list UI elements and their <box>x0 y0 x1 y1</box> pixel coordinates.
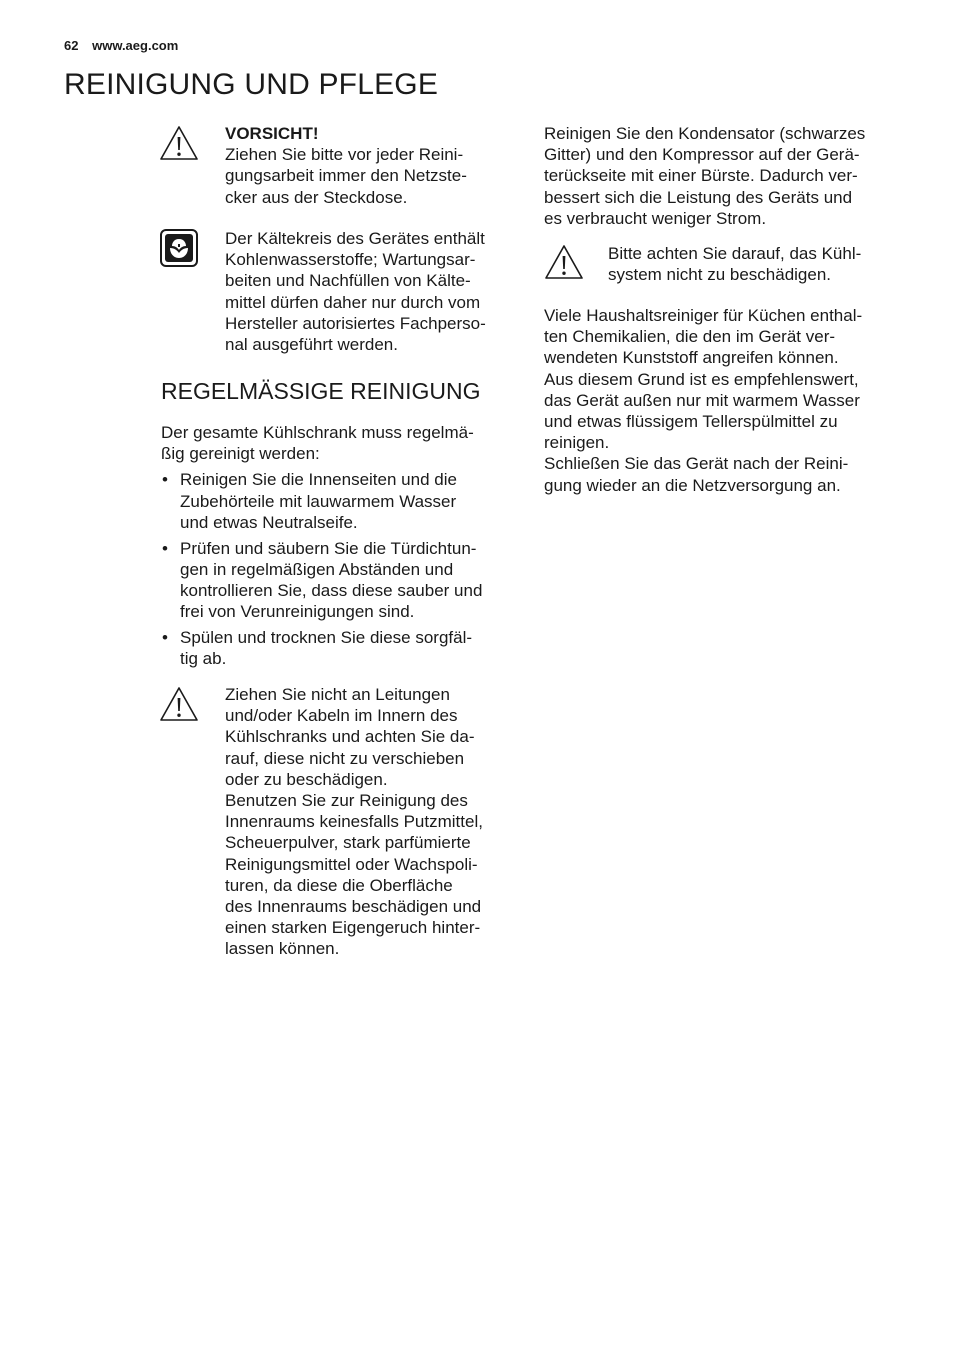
text-line: Reinigungsmittel oder Wachspoli- <box>225 854 478 874</box>
text-line: Der Kältekreis des Gerätes enthält <box>225 229 485 248</box>
text-line: frei von Verunreinigungen sind. <box>180 602 415 622</box>
text-line: • Reinigen Sie die Innenseiten und die <box>180 470 457 490</box>
text-line: Scheuerpulver, stark parfümierte <box>225 833 471 853</box>
intro-line: ßig gereinigt werden: <box>161 444 320 464</box>
text-line: Kohlenwasserstoffe; Wartungsar- <box>225 250 476 270</box>
text-line: Ziehen Sie bitte vor jeder Reini- <box>225 145 464 165</box>
intro-line: Der gesamte Kühlschrank muss regelmä- <box>161 423 474 442</box>
environment-info-block <box>225 228 525 355</box>
text-line: Schließen Sie das Gerät nach der Reini- <box>544 454 849 474</box>
text-line: mittel dürfen daher nur durch vom <box>225 292 481 312</box>
text-line: kontrollieren Sie, dass diese sauber und <box>180 580 483 600</box>
text-line: einen starken Eigengeruch hinter- <box>225 918 481 938</box>
text-line: ten Chemikalien, die den im Gerät ver- <box>544 327 836 347</box>
condenser-paragraph <box>544 123 904 229</box>
text-line: Zubehörteile mit lauwarmem Wasser <box>180 491 457 511</box>
environment-hazard-icon <box>159 228 199 273</box>
text-line: beiten und Nachfüllen von Kälte- <box>225 271 471 291</box>
warning-triangle-icon <box>159 125 199 166</box>
list-item <box>161 627 521 669</box>
text-line: reinigen. <box>544 433 610 453</box>
text-line: Innenraums keinesfalls Putzmittel, <box>225 812 483 832</box>
text-line: nal ausgeführt werden. <box>225 335 398 355</box>
text-line: es verbraucht weniger Strom. <box>544 208 767 228</box>
text-line: • Prüfen und säubern Sie die Türdichtun- <box>180 538 477 558</box>
text-line: tig ab. <box>180 649 227 669</box>
text-line: bessert sich die Leistung des Geräts und <box>544 187 853 207</box>
text-line: Reinigen Sie den Kondensator (schwarzes <box>544 124 866 143</box>
text-line: Viele Haushaltsreiniger für Küchen enthal- <box>544 306 863 325</box>
list-item <box>161 469 521 533</box>
cleaning-agents-paragraph <box>544 305 904 496</box>
text-line: turen, da diese die Oberfläche <box>225 875 453 895</box>
website-link[interactable]: www.aeg.com <box>92 38 179 53</box>
page-header <box>64 38 178 53</box>
text-line: lassen können. <box>225 939 340 959</box>
section-body <box>161 422 521 674</box>
list-item <box>161 538 521 623</box>
text-line: das Gerät außen nur mit warmem Wasser <box>544 390 860 410</box>
page-number: 62 <box>64 38 79 53</box>
text-line: terückseite mit einer Bürste. Dadurch ver- <box>544 166 858 186</box>
text-line: system nicht zu beschädigen. <box>608 265 832 285</box>
text-line: Kühlschranks und achten Sie da- <box>225 727 475 747</box>
text-line: cker aus der Steckdose. <box>225 187 408 207</box>
text-line: gen in regelmäßigen Abständen und <box>180 559 454 579</box>
warning-caution-block <box>225 123 525 208</box>
text-line: Aus diesem Grund ist es empfehlenswert, <box>544 369 859 389</box>
text-line: Hersteller autorisiertes Fachperso- <box>225 313 486 333</box>
text-line: Benutzen Sie zur Reinigung des <box>225 791 468 811</box>
text-line: des Innenraums beschädigen und <box>225 897 482 917</box>
text-line: Bitte achten Sie darauf, das Kühl- <box>608 244 862 263</box>
warning-cooling-system-block <box>608 243 908 285</box>
text-line: • Spülen und trocknen Sie diese sorgfäl- <box>180 627 473 647</box>
text-line: gung wieder an die Netzversorgung an. <box>544 475 841 495</box>
bullet-list <box>161 469 521 669</box>
text-line: und/oder Kabeln im Innern des <box>225 706 458 726</box>
text-line: oder zu beschädigen. <box>225 769 388 789</box>
warning-triangle-icon <box>159 686 199 727</box>
text-line: rauf, diese nicht zu verschieben <box>225 748 465 768</box>
text-line: und etwas flüssigem Tellerspülmittel zu <box>544 412 838 432</box>
text-line: wendeten Kunststoff angreifen können. <box>544 348 839 368</box>
text-line: Gitter) und den Kompressor auf der Gerä- <box>544 145 860 165</box>
warning-triangle-icon <box>544 244 584 285</box>
warning-cables-block <box>225 684 525 960</box>
section-heading: REGELMÄSSIGE REINIGUNG <box>161 378 481 404</box>
text-line: und etwas Neutralseife. <box>180 512 358 532</box>
text-line: gungsarbeit immer den Netzste- <box>225 166 467 186</box>
page-title: REINIGUNG UND PFLEGE <box>64 68 439 101</box>
text-line: Ziehen Sie nicht an Leitungen <box>225 685 450 704</box>
warning-heading: VORSICHT! <box>225 124 319 143</box>
